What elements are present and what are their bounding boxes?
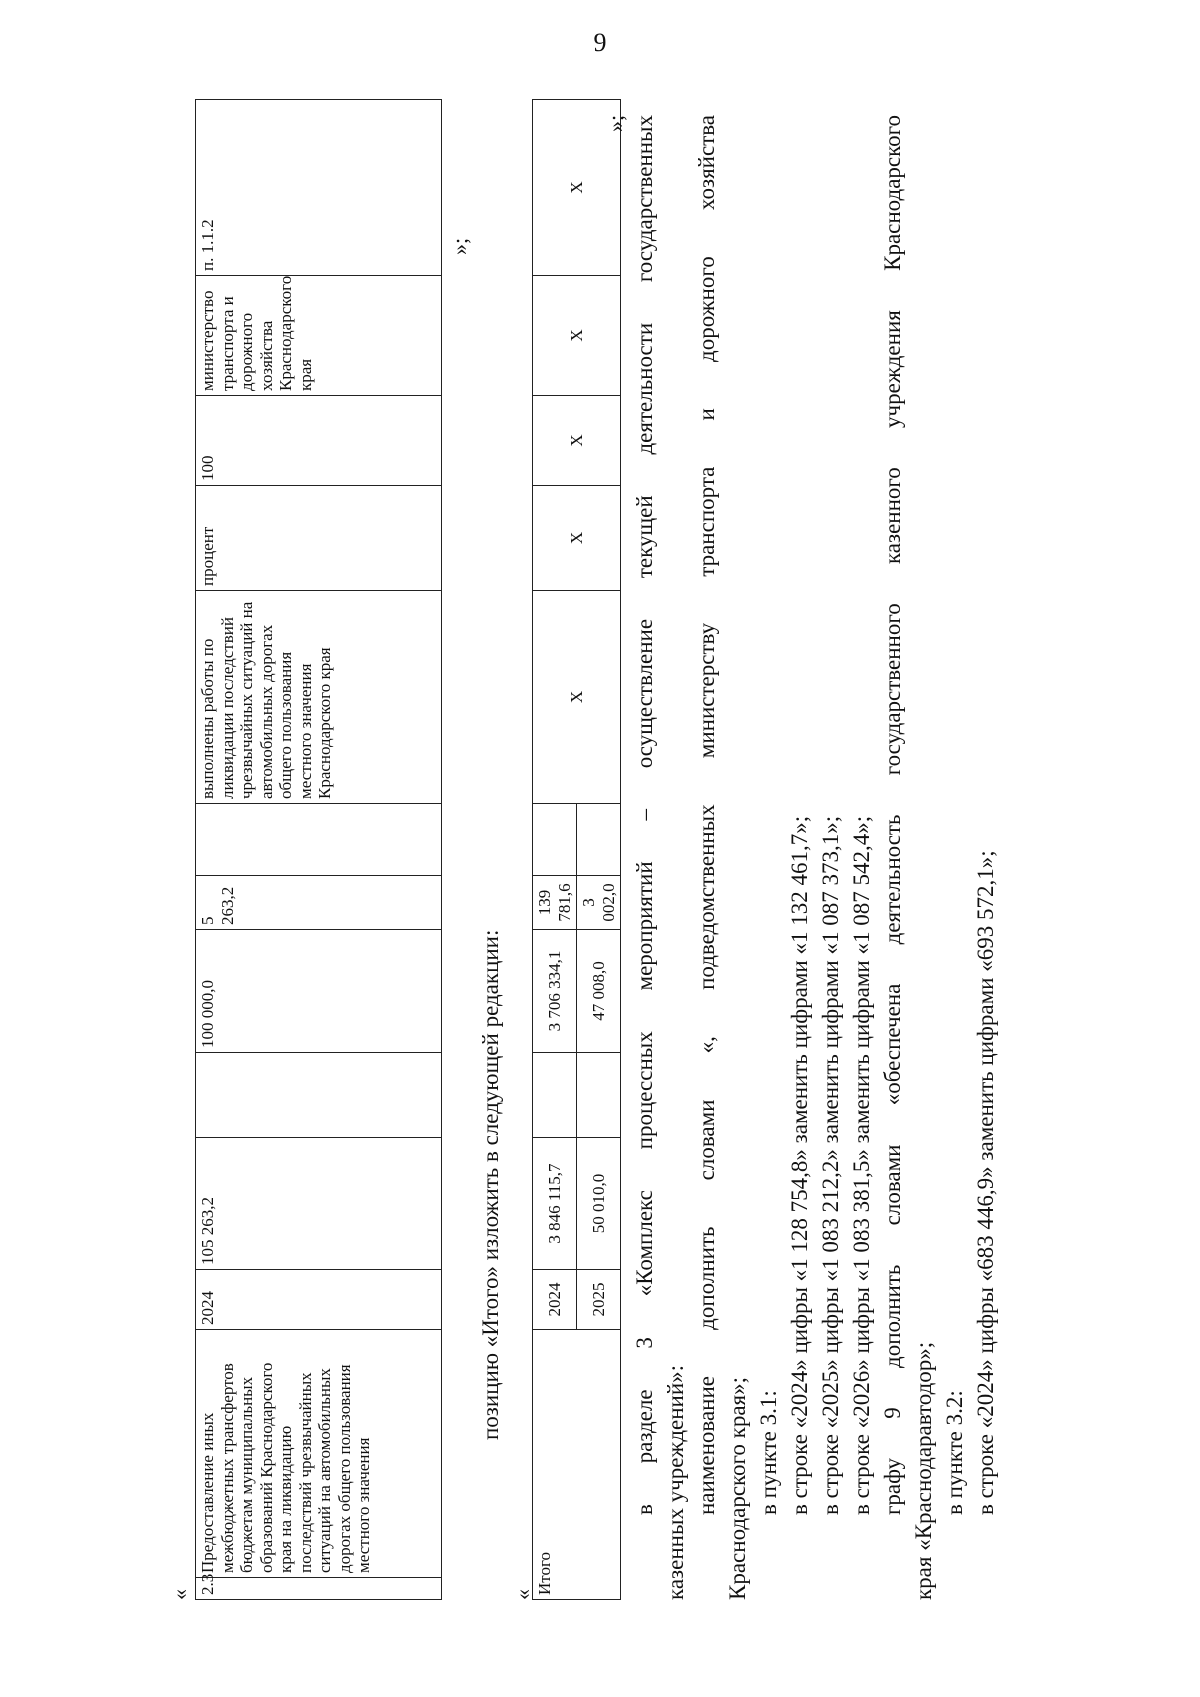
x-cell: X — [533, 591, 621, 804]
year-cell: 2025 — [577, 1270, 621, 1330]
paragraph-name-add: наименование дополнить словами «, подведомственных министерству транспорта и дорожного хозяйства — [694, 115, 719, 1515]
federal-cell — [533, 1053, 577, 1138]
paragraph-point-3-1: в пункте 3.1: — [756, 1390, 781, 1515]
x-cell: X — [533, 276, 621, 396]
extra-cell — [577, 804, 621, 876]
regional-cell: 47 008,0 — [577, 930, 621, 1053]
x-cell: X — [533, 100, 621, 276]
total-cell: 50 010,0 — [577, 1138, 621, 1270]
paragraph-section3-cont: казенных учреждений»: — [663, 1364, 688, 1600]
itogo-label: Итого — [533, 1330, 621, 1600]
paragraph-row-2026: в строке «2026» цифры «1 083 381,5» заменить цифрами «1 087 542,4»; — [849, 815, 874, 1515]
closing-quote-1: »; — [447, 237, 472, 255]
total-cell: 105 263,2 — [196, 1138, 442, 1270]
paragraph-section3: в разделе 3 «Комплекс процессных мероприятий – осуществление текущей деятельности государственных — [632, 115, 657, 1515]
federal-cell — [196, 1053, 442, 1138]
extra-cell — [196, 804, 442, 876]
result-cell: выполнены работы по ликвидации последствий чрезвычайных ситуаций на автомобильных дорогах общего пользования местного значения Краснодарского края — [196, 591, 442, 804]
paragraph-row-2025: в строке «2025» цифры «1 083 212,2» заменить цифрами «1 087 373,1»; — [818, 815, 843, 1515]
table-measures — [195, 99, 442, 1600]
regional-cell: 100 000,0 — [196, 930, 442, 1053]
row-number: 2.3 — [196, 1578, 442, 1600]
page-number: 9 — [593, 28, 607, 57]
quote-open-2: « — [510, 1589, 535, 1600]
executor-cell: министерство транспорта и дорожного хозяйства Краснодарского края — [196, 276, 442, 396]
total-cell: 3 846 115,7 — [533, 1138, 577, 1270]
table-itogo — [532, 99, 621, 1600]
quote-open-1: « — [167, 1589, 192, 1600]
paragraph-name-add-cont: Краснодарского края»; — [725, 1377, 750, 1600]
unit-cell: процент — [196, 486, 442, 591]
table-row — [196, 100, 442, 1600]
reference-cell: п. 1.1.2 — [196, 100, 442, 276]
paragraph-column9: графу 9 дополнить словами «обеспечена деятельность государственного казенного учреждения Краснодарского — [880, 115, 905, 1515]
federal-cell — [577, 1053, 621, 1138]
rotated-content — [167, 100, 1095, 1600]
intro-itogo: позицию «Итого» изложить в следующей редакции: — [478, 929, 503, 1440]
paragraph-column9-cont: края «Краснодаравтодор»; — [911, 1341, 936, 1600]
extra-cell — [533, 804, 577, 876]
x-cell: X — [533, 396, 621, 486]
measure-name: Предоставление иных межбюджетных трансфертов бюджетам муниципальных образований Краснодарского края на ликвидацию последствий чрезвычайных ситуаций на автомобильных дорогах общего пользования местного значения — [196, 1330, 442, 1578]
regional-cell: 3 706 334,1 — [533, 930, 577, 1053]
closing-quote-2: »; — [603, 114, 628, 132]
x-cell: X — [533, 486, 621, 591]
value-cell: 100 — [196, 396, 442, 486]
paragraph-row-2024-b: в строке «2024» цифры «683 446,9» заменить цифрами «693 572,1»; — [973, 850, 998, 1515]
table-row — [533, 100, 577, 1600]
local-cell: 5 263,2 — [196, 876, 442, 930]
year-cell: 2024 — [533, 1270, 577, 1330]
year-cell: 2024 — [196, 1270, 442, 1330]
local-cell: 3 002,0 — [577, 876, 621, 930]
local-cell: 139 781,6 — [533, 876, 577, 930]
paragraph-point-3-2: в пункте 3.2: — [942, 1390, 967, 1515]
paragraph-row-2024: в строке «2024» цифры «1 128 754,8» заменить цифрами «1 132 461,7»; — [787, 815, 812, 1515]
